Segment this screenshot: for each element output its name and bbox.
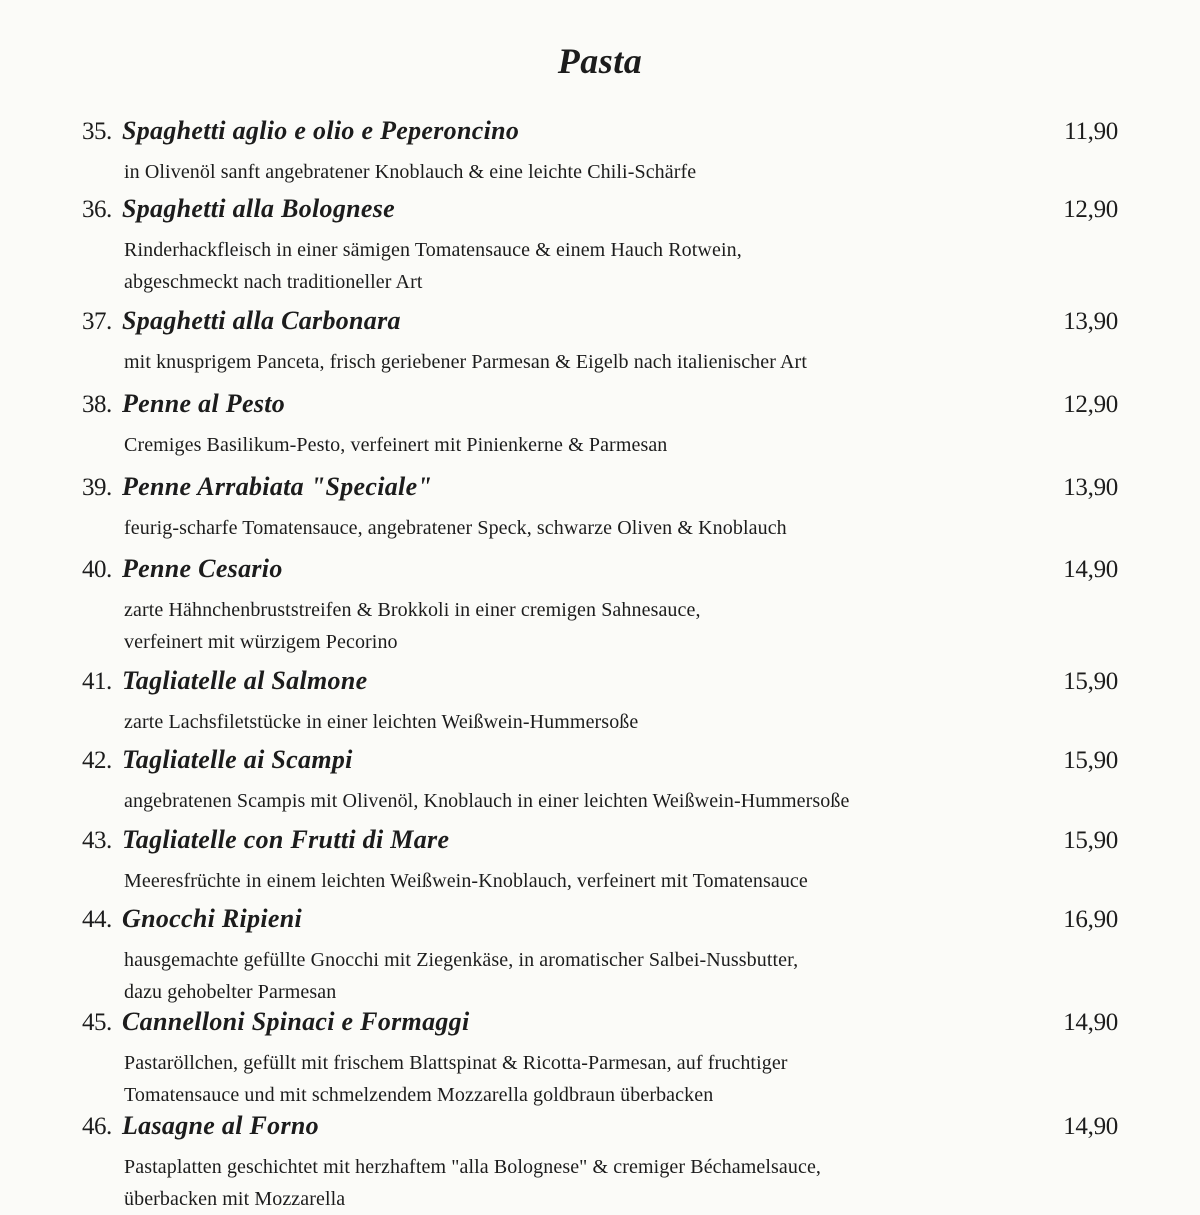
description-line: angebratenen Scampis mit Olivenöl, Knoblauch in einer leichten Weißwein-Hummersoße [124, 790, 850, 812]
item-description [124, 1047, 944, 1111]
item-number: 39. [82, 474, 112, 501]
menu-item-header [82, 825, 1118, 865]
item-number: 44. [82, 906, 112, 933]
menu-item [82, 554, 1118, 658]
item-name: Spaghetti aglio e olio e Peperoncino [122, 116, 520, 145]
menu-item [82, 1007, 1118, 1111]
item-description [124, 865, 944, 897]
item-price: 14,90 [1063, 556, 1118, 583]
item-description [124, 512, 944, 544]
menu-item-header [82, 194, 1118, 234]
description-line: verfeinert mit würzigem Pecorino [124, 631, 398, 653]
menu-item-header [82, 389, 1118, 429]
item-description [124, 706, 944, 738]
description-line: überbacken mit Mozzarella [124, 1188, 346, 1210]
description-line: Meeresfrüchte in einem leichten Weißwein-Knoblauch, verfeinert mit Tomatensauce [124, 870, 808, 892]
item-number: 37. [82, 308, 112, 335]
item-number: 35. [82, 118, 112, 145]
item-number: 40. [82, 556, 112, 583]
menu-item [82, 389, 1118, 461]
item-price: 15,90 [1063, 827, 1118, 854]
menu-item [82, 194, 1118, 298]
menu-item-header [82, 745, 1118, 785]
menu-item [82, 904, 1118, 1008]
menu-item-header [82, 904, 1118, 944]
item-name: Tagliatelle al Salmone [122, 666, 368, 695]
description-line: zarte Lachsfiletstücke in einer leichten Weißwein-Hummersoße [124, 711, 639, 733]
item-description [124, 346, 944, 378]
menu-item [82, 472, 1118, 544]
item-name: Spaghetti alla Carbonara [122, 306, 401, 335]
item-price: 16,90 [1063, 906, 1118, 933]
description-line: mit knusprigem Panceta, frisch geriebener Parmesan & Eigelb nach italienischer Art [124, 351, 807, 373]
item-description [124, 944, 944, 1008]
description-line: Pastaplatten geschichtet mit herzhaftem "alla Bolognese" & cremiger Béchamelsauce, [124, 1156, 822, 1178]
menu-item [82, 1111, 1118, 1215]
item-description [124, 156, 944, 188]
menu-item-header [82, 554, 1118, 594]
item-number: 38. [82, 391, 112, 418]
item-price: 12,90 [1063, 391, 1118, 418]
description-line: Tomatensauce und mit schmelzendem Mozzarella goldbraun überbacken [124, 1084, 714, 1106]
menu-item-header [82, 472, 1118, 512]
description-line: Pastaröllchen, gefüllt mit frischem Blattspinat & Ricotta-Parmesan, auf fruchtiger [124, 1052, 788, 1074]
item-name: Tagliatelle con Frutti di Mare [122, 825, 450, 854]
menu-item-header [82, 306, 1118, 346]
item-description [124, 1151, 944, 1215]
item-number: 41. [82, 668, 112, 695]
item-price: 14,90 [1063, 1113, 1118, 1140]
item-price: 15,90 [1063, 668, 1118, 695]
item-name: Tagliatelle ai Scampi [122, 745, 353, 774]
menu-item-header [82, 116, 1118, 156]
description-line: in Olivenöl sanft angebratener Knoblauch & eine leichte Chili-Schärfe [124, 161, 697, 183]
item-number: 46. [82, 1113, 112, 1140]
menu-item [82, 666, 1118, 738]
item-description [124, 234, 944, 298]
menu-item [82, 306, 1118, 378]
item-price: 12,90 [1063, 196, 1118, 223]
description-line: feurig-scharfe Tomatensauce, angebratener Speck, schwarze Oliven & Knoblauch [124, 517, 787, 539]
item-name: Penne Cesario [122, 554, 283, 583]
item-price: 11,90 [1064, 118, 1118, 145]
item-price: 13,90 [1063, 474, 1118, 501]
description-line: hausgemachte gefüllte Gnocchi mit Ziegenkäse, in aromatischer Salbei-Nussbutter, [124, 949, 799, 971]
item-name: Penne Arrabiata "Speciale" [122, 472, 433, 501]
item-number: 45. [82, 1009, 112, 1036]
item-name: Gnocchi Ripieni [122, 904, 303, 933]
menu-item-header [82, 1111, 1118, 1151]
item-name: Spaghetti alla Bolognese [122, 194, 396, 223]
item-number: 42. [82, 747, 112, 774]
item-price: 15,90 [1063, 747, 1118, 774]
item-description [124, 594, 944, 658]
item-name: Penne al Pesto [122, 389, 286, 418]
item-description [124, 429, 944, 461]
item-name: Lasagne al Forno [122, 1111, 319, 1140]
description-line: zarte Hähnchenbruststreifen & Brokkoli in einer cremigen Sahnesauce, [124, 599, 701, 621]
page-title: Pasta [557, 41, 643, 81]
menu-item [82, 116, 1118, 188]
item-price: 13,90 [1063, 308, 1118, 335]
menu-item-header [82, 666, 1118, 706]
item-price: 14,90 [1063, 1009, 1118, 1036]
description-line: abgeschmeckt nach traditioneller Art [124, 271, 423, 293]
description-line: dazu gehobelter Parmesan [124, 981, 337, 1003]
menu-item [82, 825, 1118, 897]
description-line: Rinderhackfleisch in einer sämigen Tomatensauce & einem Hauch Rotwein, [124, 239, 742, 261]
menu-item [82, 745, 1118, 817]
item-name: Cannelloni Spinaci e Formaggi [122, 1007, 470, 1036]
description-line: Cremiges Basilikum-Pesto, verfeinert mit Pinienkerne & Parmesan [124, 434, 668, 456]
menu-item-header [82, 1007, 1118, 1047]
item-number: 43. [82, 827, 112, 854]
item-number: 36. [82, 196, 112, 223]
item-description [124, 785, 944, 817]
